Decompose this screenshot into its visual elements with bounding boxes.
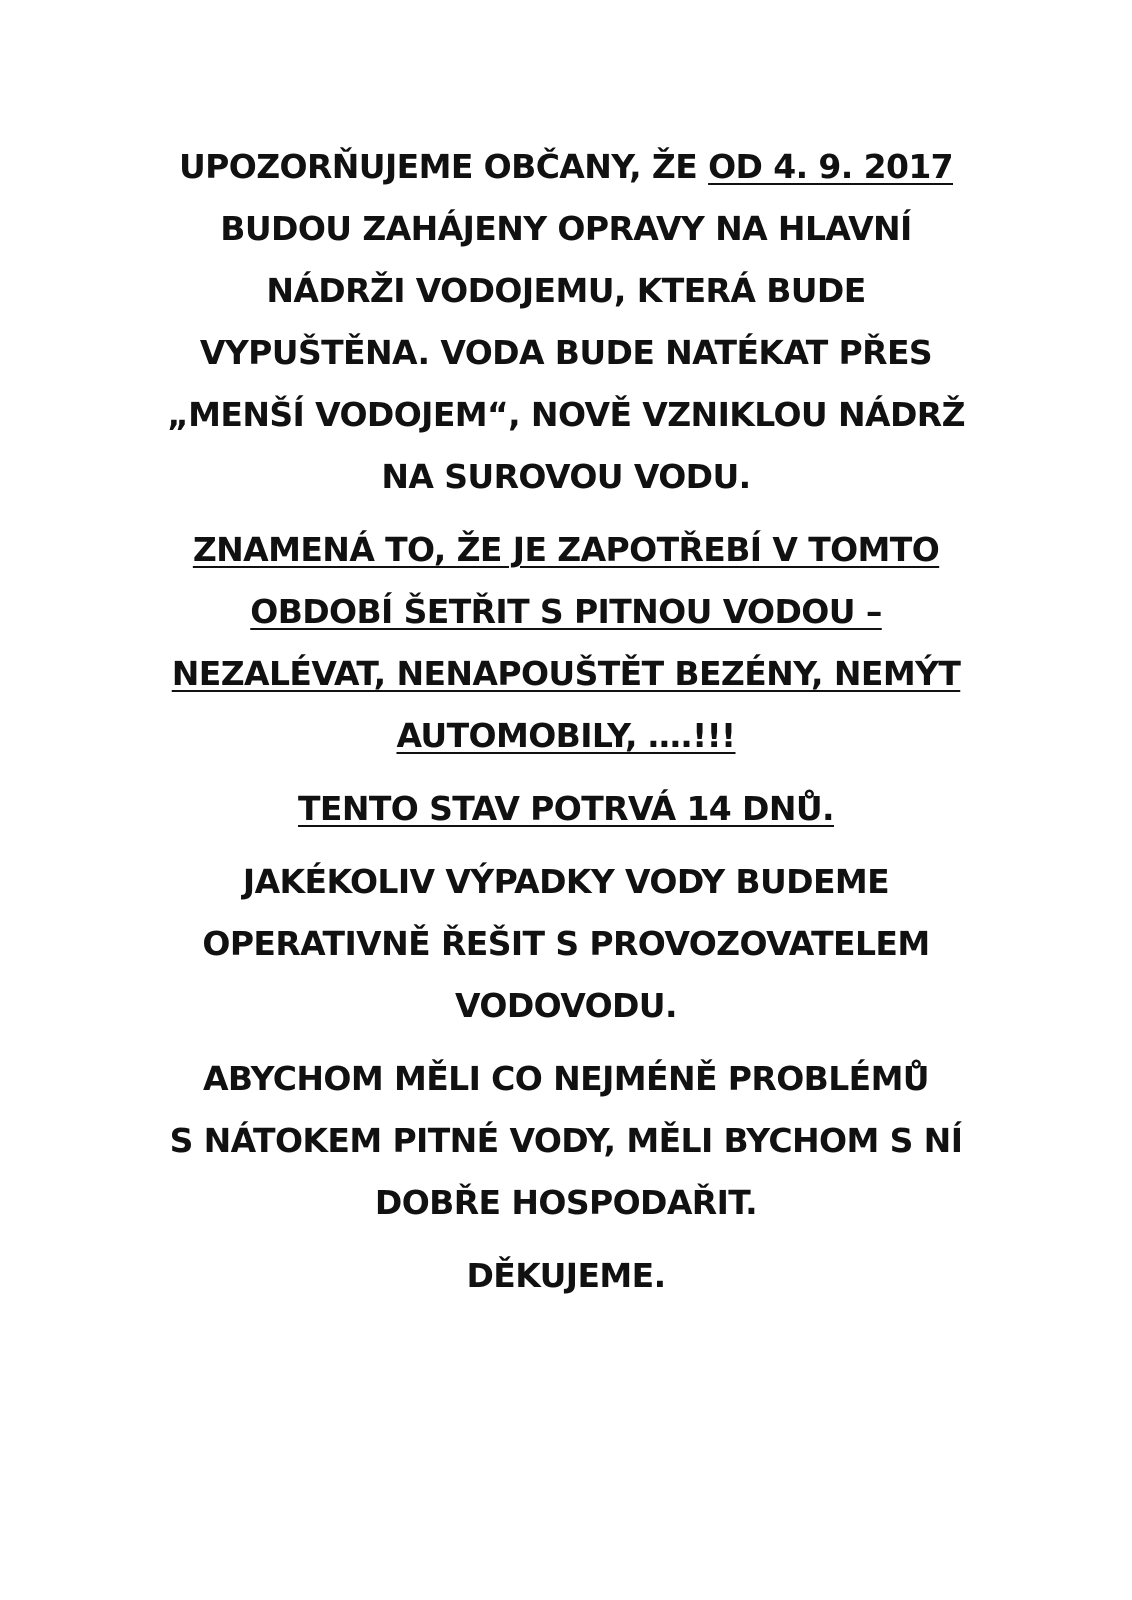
notice-line-underlined: ZNAMENÁ TO, ŽE JE ZAPOTŘEBÍ V TOMTO xyxy=(192,530,940,569)
notice-paragraph-repairs xyxy=(110,136,1022,508)
notice-paragraph-save-water xyxy=(110,519,1022,767)
notice-line-underlined: NEZALÉVAT, NENAPOUŠTĚT BEZÉNY, NEMÝT xyxy=(171,654,961,693)
notice-text: UPOZORŇUJEME OBČANY, ŽE xyxy=(178,147,709,186)
water-notice xyxy=(110,136,1022,1318)
notice-line: DOBŘE HOSPODAŘIT. xyxy=(374,1183,758,1222)
notice-paragraph-economize xyxy=(110,1048,1022,1234)
notice-line: VYPUŠTĚNA. VODA BUDE NATÉKAT PŘES xyxy=(199,333,933,372)
notice-paragraph-duration xyxy=(110,778,1022,840)
notice-line: JAKÉKOLIV VÝPADKY VODY BUDEME xyxy=(242,862,890,901)
notice-paragraph-thanks xyxy=(110,1245,1022,1307)
notice-line: VODOVODU. xyxy=(455,986,677,1025)
notice-line: „MENŠÍ VODOJEM“, NOVĚ VZNIKLOU NÁDRŽ xyxy=(167,395,965,434)
start-date: OD 4. 9. 2017 xyxy=(708,147,954,186)
notice-line: OPERATIVNĚ ŘEŠIT S PROVOZOVATELEM xyxy=(202,924,930,963)
notice-line: NA SUROVOU VODU. xyxy=(381,457,751,496)
notice-line: ABYCHOM MĚLI CO NEJMÉNĚ PROBLÉMŮ xyxy=(202,1059,930,1098)
notice-line: NÁDRŽI VODOJEMU, KTERÁ BUDE xyxy=(266,271,866,310)
thank-you-line: DĚKUJEME. xyxy=(466,1256,666,1295)
notice-line-underlined: OBDOBÍ ŠETŘIT S PITNOU VODOU – xyxy=(250,592,882,631)
notice-line-underlined: TENTO STAV POTRVÁ 14 DNŮ. xyxy=(297,789,834,828)
notice-line-underlined: AUTOMOBILY, ….!!! xyxy=(396,716,736,755)
notice-line xyxy=(110,136,1022,198)
notice-line: BUDOU ZAHÁJENY OPRAVY NA HLAVNÍ xyxy=(220,209,912,248)
notice-paragraph-outages xyxy=(110,851,1022,1037)
notice-line: S NÁTOKEM PITNÉ VODY, MĚLI BYCHOM S NÍ xyxy=(169,1121,963,1160)
